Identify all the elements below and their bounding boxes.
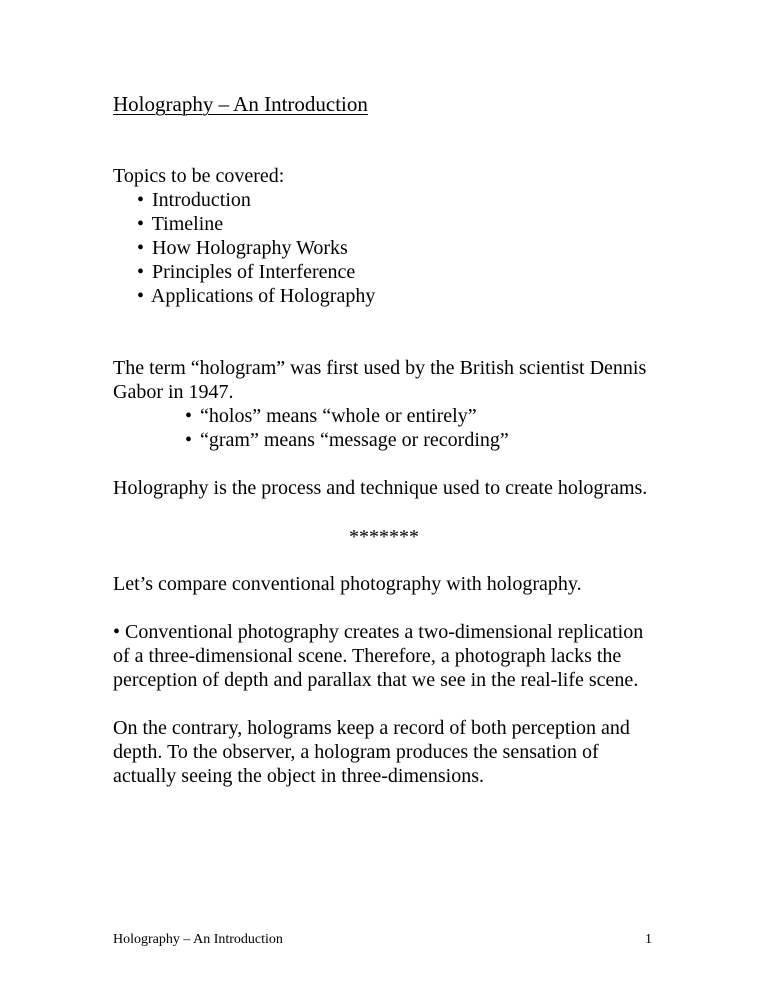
bullet-icon: • [137,285,145,307]
hologram-paragraph-line: On the contrary, holograms keep a record of both perception and [113,717,630,739]
term-paragraph-line: The term “hologram” was first used by the British scientist Dennis [113,357,647,379]
hologram-paragraph-line: actually seeing the object in three-dimensions. [113,765,484,787]
etymology-label: “gram” means “message or recording” [200,429,509,451]
bullet-icon: • [137,237,145,259]
topic-label: Timeline [151,213,224,235]
bullet-icon: • [137,261,145,283]
topic-item [137,236,348,260]
footer-title: Holography – An Introduction [113,932,283,947]
definition-paragraph: Holography is the process and technique used to create holograms. [113,477,648,499]
separator-stars: ******* [349,526,419,548]
bullet-icon: • [185,429,193,451]
topic-item [137,260,355,284]
topics-heading: Topics to be covered: [113,165,285,187]
topic-label: How Holography Works [152,237,348,259]
compare-intro: Let’s compare conventional photography with holography. [113,573,582,595]
etymology-item [185,428,509,452]
topic-item [137,284,375,308]
topic-item [137,212,223,236]
hologram-paragraph-line: depth. To the observer, a hologram produces the sensation of [113,741,599,763]
topic-label: Applications of Holography [150,285,376,307]
bullet-icon: • [137,213,145,235]
photography-paragraph-line: perception of depth and parallax that we see in the real-life scene. [113,669,639,691]
bullet-icon: • [137,189,145,211]
photography-text: Conventional photography creates a two-dimensional replication [125,621,644,643]
page-number: 1 [645,932,652,947]
topic-label: Principles of Interference [152,261,356,283]
photography-paragraph-line: of a three-dimensional scene. Therefore, a photograph lacks the [113,645,622,667]
page-title: Holography – An Introduction [113,92,368,116]
etymology-item [185,404,477,428]
topic-label: Introduction [152,189,251,211]
photography-paragraph-line [113,620,643,644]
bullet-icon: • [185,405,193,427]
etymology-label: “holos” means “whole or entirely” [200,405,477,427]
term-paragraph-line: Gabor in 1947. [113,381,234,403]
bullet-icon: • [113,621,121,643]
topic-item [137,188,251,212]
